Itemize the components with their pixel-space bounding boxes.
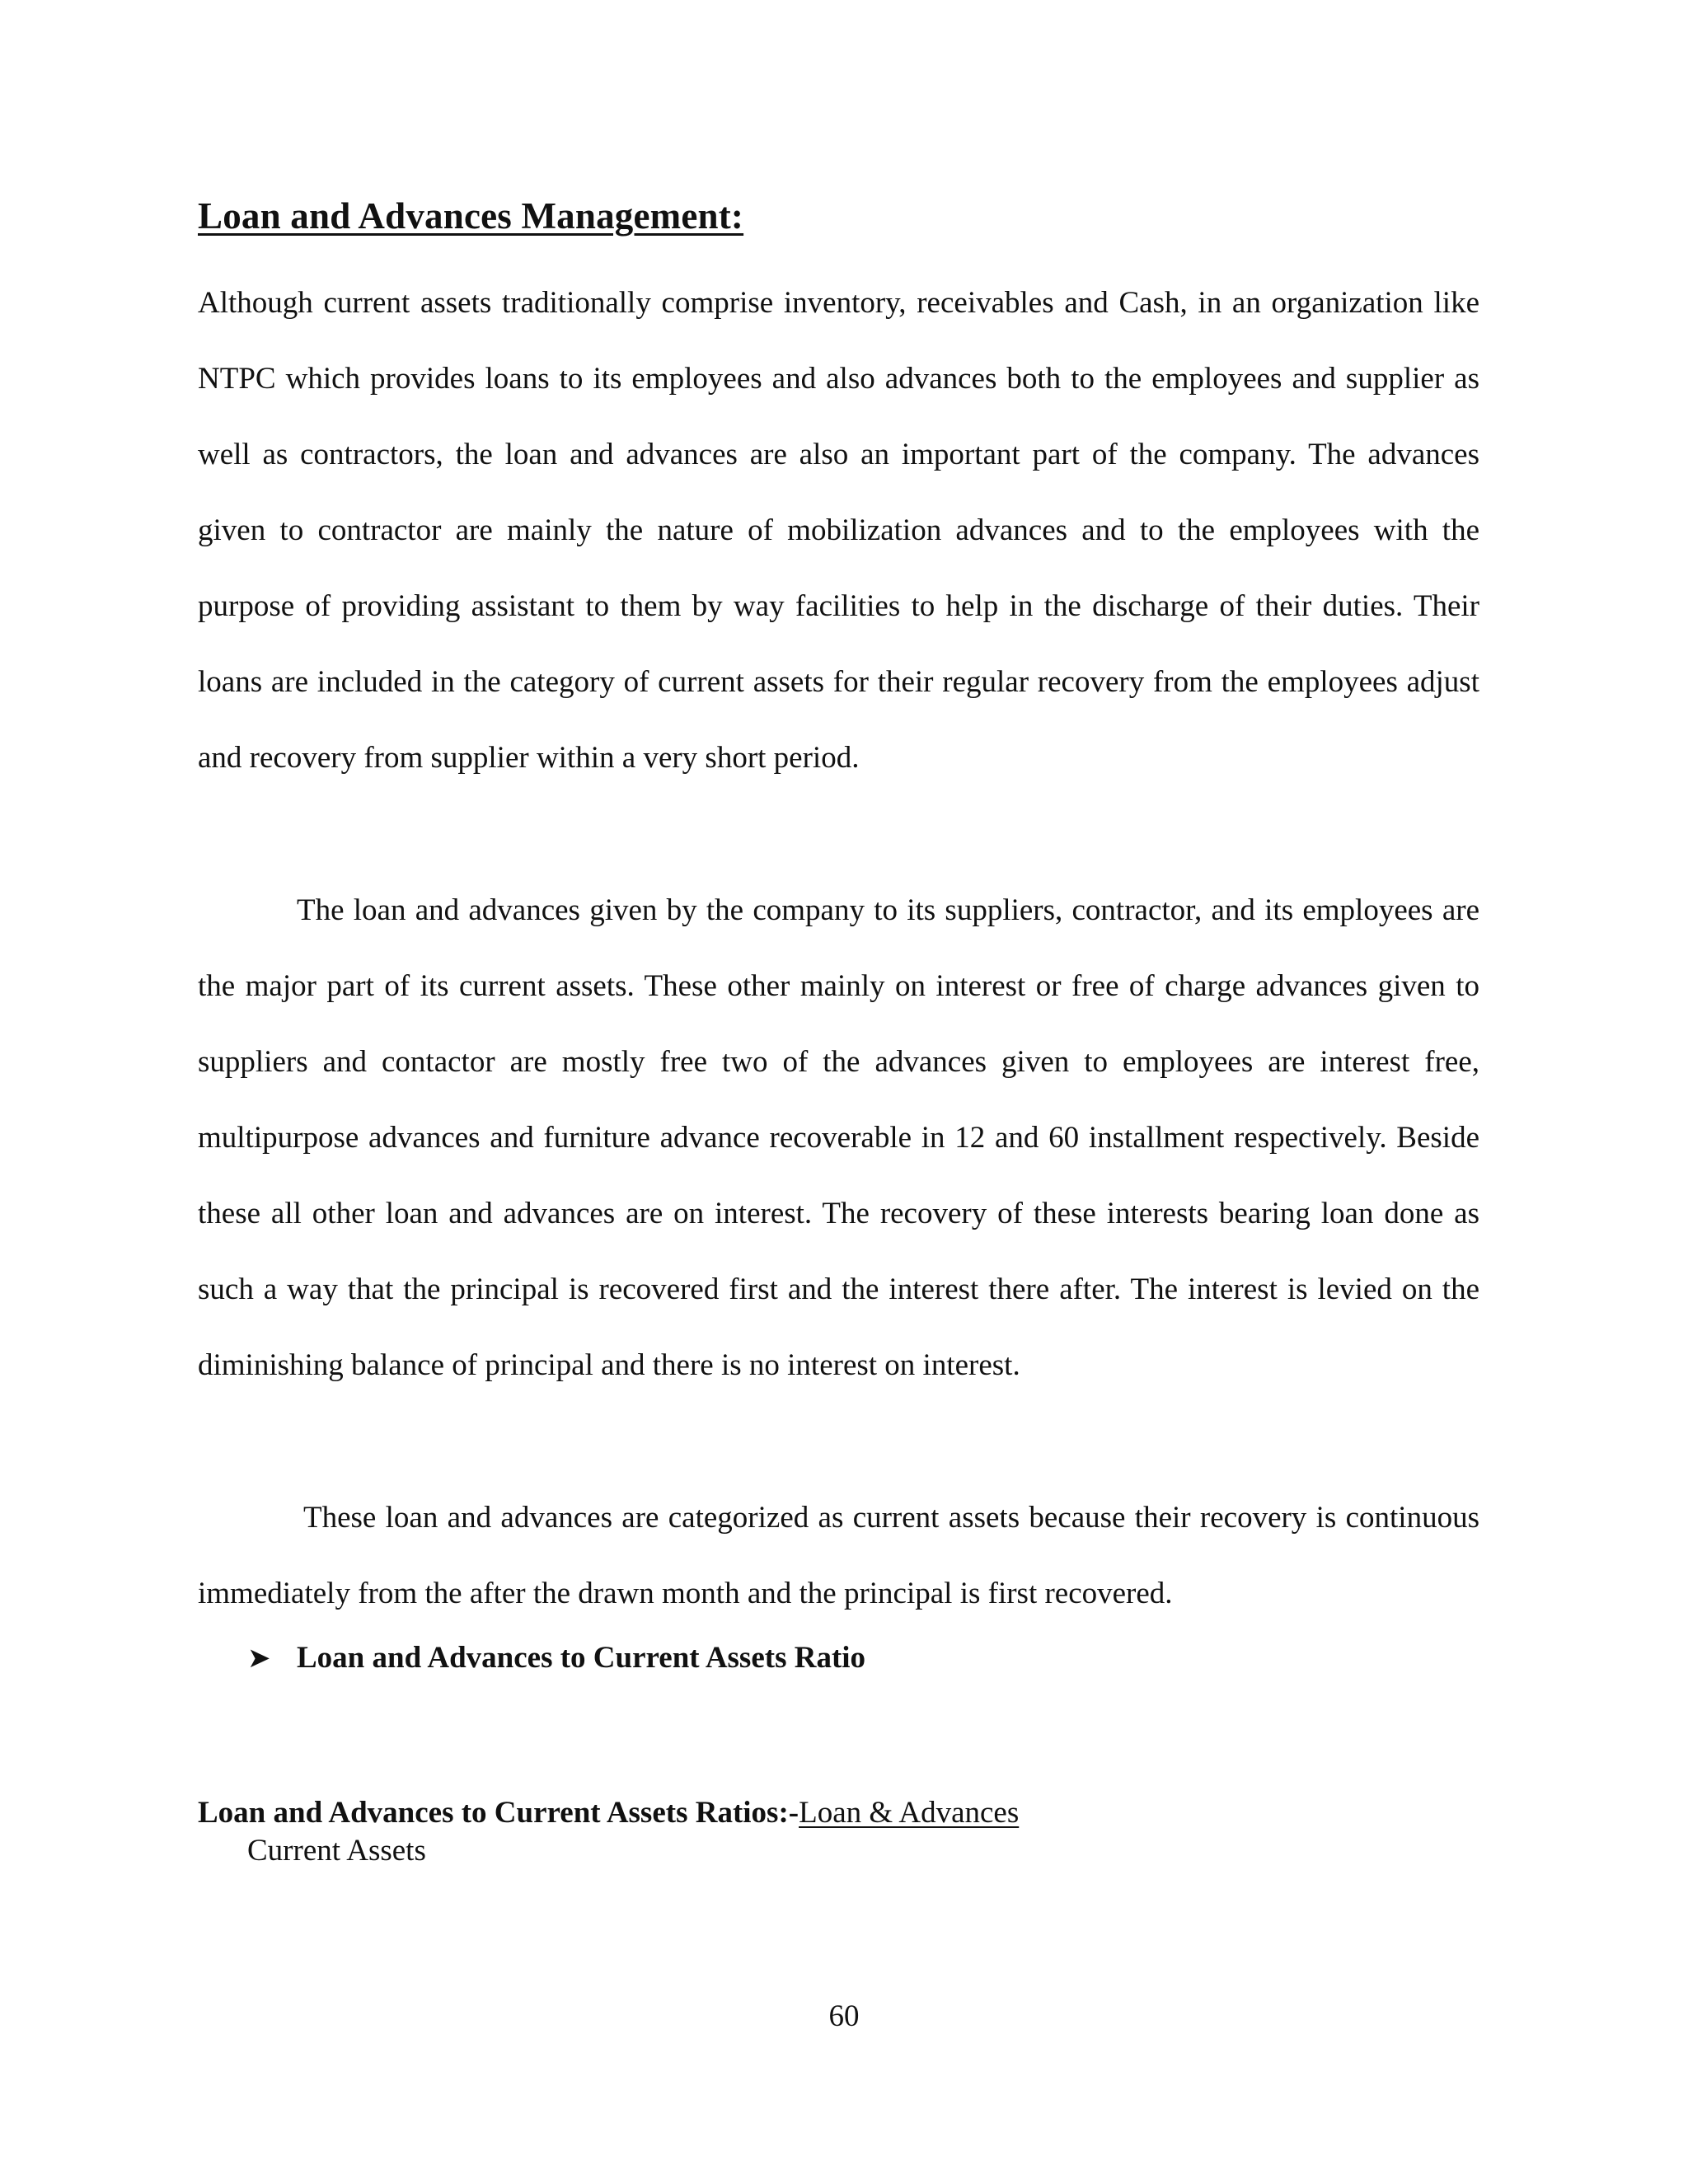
paragraph-categorization: These loan and advances are categorized as current assets because their recovery is continuous immediately from the after the drawn month and the principal is first recovered. <box>198 1501 1479 1610</box>
formula-numerator: Loan & Advances <box>799 1796 1020 1830</box>
formula-denominator: Current Assets <box>247 1834 426 1868</box>
page-number: 60 <box>828 1999 860 2033</box>
bullet-ratio-text: Loan and Advances to Current Assets Ratio <box>297 1641 866 1675</box>
section-heading: Loan and Advances Management: <box>198 195 744 237</box>
bullet-ratio-item <box>247 1640 865 1675</box>
ratio-formula <box>198 1795 1019 1830</box>
paragraph-details: The loan and advances given by the company to its suppliers, contractor, and its employees are the major part of its current assets. These other mainly on interest or free of charge advances given to suppliers and contactor are mostly free two of the advances given to employees are interest free, multipurpose advances and furniture advance recoverable in 12 and 60 installment respectively. Beside these all other loan and advances are on interest. The recovery of these interests bearing loan done as such a way that the principal is recovered first and the interest there after. The interest is levied on the diminishing balance of principal and there is no interest on interest. <box>198 893 1479 1382</box>
paragraph-intro: Although current assets traditionally comprise inventory, receivables and Cash, in an organization like NTPC which provides loans to its employees and also advances both to the employees and supplier as well as contractors, the loan and advances are also an important part of the company. The advances given to contractor are mainly the nature of mobilization advances and to the employees with the purpose of providing assistant to them by way facilities to help in the discharge of their duties. Their loans are included in the category of current assets for their regular recovery from the employees adjust and recovery from supplier within a very short period. <box>198 286 1479 775</box>
arrow-bullet-icon: ➤ <box>247 1643 271 1674</box>
formula-label: Loan and Advances to Current Assets Ratios:- <box>198 1796 799 1830</box>
